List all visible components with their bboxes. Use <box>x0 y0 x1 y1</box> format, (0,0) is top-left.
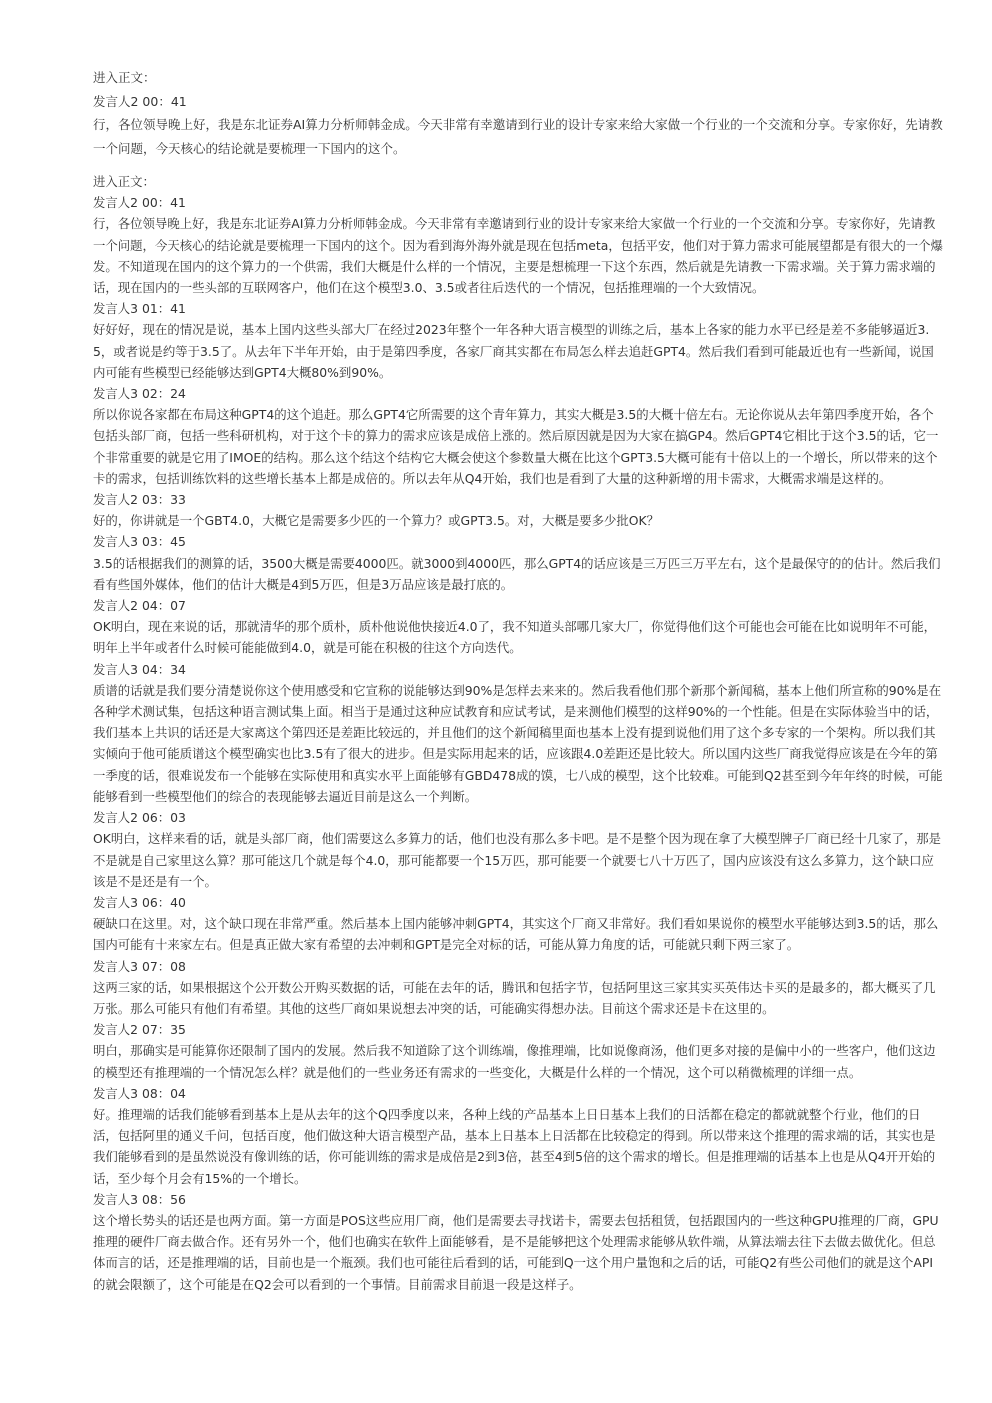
paragraph-text: 明白，那确实是可能算你还限制了国内的发展。然后我不知道除了这个训练端，像推理端，比如说像商汤，他们更多对接的是偏中小的一些客户，他们这边的模型还有推理端的一个情况怎么样？就是他们的一些业务还有需求的一些变化，大概是什么样的一个情况，这个可以稍微梳理的详细一点。 <box>93 1043 936 1080</box>
paragraph-text: 好。推理端的话我们能够看到基本上是从去年的这个Q四季度以来，各种上线的产品基本上日日基本上我们的日活都在稳定的都就就整个行业，他们的日活，包括阿里的通义千问，包括百度，他们做这种大语言模型产品，基本上日基本上日活都在比较稳定的得到。所以带来这个推理的需求端的话，其实也是我们能够看到的是虽然说没有像训练的话，你可能训练的需求是成倍是2到3倍，甚至4到5倍的这个需求的增长。但是推理端的话基本上也是从Q4开开始的话，至少每个月会有15%的一个增长。 <box>93 1106 936 1186</box>
speaker-heading: 发言人2 00：41 <box>93 195 186 211</box>
speaker-heading: 发言人3 02：24 <box>93 386 186 402</box>
paragraph-text: 所以你说各家都在布局这种GPT4的这个追赶。那么GPT4它所需要的这个青年算力，其实大概是3.5的大概十倍左右。无论你说从去年第四季度开始，各个包括头部厂商，包括一些科研机构，对于这个卡的算力的需求应该是成倍上涨的。然后原因就是因为大家在搞GP4。然后GPT4它相比于这个3.5的话，它一个非常重要的就是它用了IMOE的结构。那么这个结这个结构它大概会使这个参数量大概在比这个GPT3.5大概可能有十倍以上的一个增长，所以带来的这个卡的需求，包括训练饮料的这些增长基本上都是成倍的。所以去年从Q4开始，我们也是看到了大量的这种新增的用卡需求，大概需求端是这样的。 <box>93 407 939 486</box>
paragraph-text: OK明白，现在来说的话，那就清华的那个质朴，质朴他说他快接近4.0了，我不知道头部哪几家大厂，你觉得他们这个可能也会可能在比如说明年不可能，明年上半年或者什么时候可能能做到4.0，就是可能在积极的往这个方向迭代。 <box>93 619 936 656</box>
speaker-heading: 发言人3 04：34 <box>93 661 186 677</box>
speaker-heading: 发言人3 08：04 <box>93 1085 186 1101</box>
speaker-heading: 发言人3 03：45 <box>93 534 186 550</box>
speaker-heading: 发言人2 03：33 <box>93 492 186 508</box>
paragraph-text: 这个增长势头的话还是也两方面。第一方面是POS这些应用厂商，他们是需要去寻找诺卡，需要去包括租赁，包括跟国内的一些这种GPU推理的厂商，GPU推理的硬件厂商去做合作。还有另外一个，他们也确实在软件上面能够看，是不是能够把这个处理需求能够从软件端，从算法端去往下去做去做优化。但总体而言的话，还是推理端的话，目前也是一个瓶颈。我们也可能往后看到的话，可能到Q一这个用户量饱和之后的话，可能Q2有些公司他们的就是这个API的就会限额了，这个可能是在Q2会可以看到的一个事情。目前需求目前退一段是这样子。 <box>93 1212 939 1292</box>
paragraph-text: 3.5的话根据我们的测算的话，3500大概是需要4000匹。就3000到4000匹，那么GPT4的话应该是三万匹三万平左右，这个是最保守的的估计。然后我们看有些国外媒体，他们的估计大概是4到5万匹，但是3万品应该是最打底的。 <box>93 555 941 592</box>
speaker-heading: 发言人3 07：08 <box>93 958 186 974</box>
speaker-heading: 发言人3 08：56 <box>93 1191 186 1207</box>
speaker-heading: 发言人2 00：41 <box>93 93 187 109</box>
paragraph-text: 行，各位领导晚上好，我是东北证券AI算力分析师韩金成。今天非常有幸邀请到行业的设计专家来给大家做一个行业的一个交流和分享。专家你好，先请教一个问题，今天核心的结论就是要梳理一下国内的这个。 <box>93 117 943 156</box>
paragraph-text: 行，各位领导晚上好，我是东北证券AI算力分析师韩金成。今天非常有幸邀请到行业的设计专家来给大家做一个行业的一个交流和分享。专家你好，先请教一个问题，今天核心的结论就是要梳理一下国内的这个。因为看到海外海外就是现在包括meta，包括平安，他们对于算力需求可能展望都是有很大的一个爆发。不知道现在国内的这个算力的一个供需，我们大概是什么样的一个情况，主要是想梳理一下这个东西，然后就是先请教一下需求端。关于算力需求端的话，现在国内的一些头部的互联网客户，他们在这个模型3.0、3.5或者往后迭代的一个情况，包括推理端的一个大致情况。 <box>93 216 943 296</box>
speaker-heading: 发言人2 07：35 <box>93 1022 186 1038</box>
speaker-heading: 发言人3 01：41 <box>93 301 186 317</box>
paragraph-text: 硬缺口在这里。对，这个缺口现在非常严重。然后基本上国内能够冲刺GPT4，其实这个厂商又非常好。我们看如果说你的模型水平能够达到3.5的话，那么国内可能有十来家左右。但是真正做大家有希望的去冲刺和GPT是完全对标的话，可能从算力角度的话，可能就只剩下两三家了。 <box>93 916 939 953</box>
transcript-blocks <box>93 192 945 1295</box>
speaker-heading: 发言人3 06：40 <box>93 894 186 910</box>
paragraph-text: OK明白，这样来看的话，就是头部厂商，他们需要这么多算力的话，他们也没有那么多卡吧。是不是整个因为现在拿了大模型牌子厂商已经十几家了，那是不是就是自己家里这么算？那可能这几个就是每个4.0，那可能都要一个15万匹，那可能要一个就要七八十万匹了，国内应该没有这么多算力，这个缺口应该是不是还是有一个。 <box>93 831 942 889</box>
section-label: 进入正文： <box>93 174 155 189</box>
paragraph-text: 好的，你讲就是一个GBT4.0，大概它是需要多少匹的一个算力？或GPT3.5。对，大概是要多少批OK？ <box>93 513 660 529</box>
speaker-heading: 发言人2 06：03 <box>93 810 186 826</box>
section-label: 进入正文： <box>93 70 156 85</box>
paragraph-text: 好好好，现在的情况是说，基本上国内这些头部大厂在经过2023年整个一年各种大语言模型的训练之后，基本上各家的能力水平已经是差不多能够逼近3.5，或者说是约等于3.5了。从去年下半年开始，由于是第四季度，各家厂商其实都在布局怎么样去追赶GPT4。然后我们看到可能最近也有一些新闻，说国内可能有些模型已经能够达到GPT4大概80%到90%。 <box>93 322 934 380</box>
transcript-section <box>93 171 945 1295</box>
speaker-heading: 发言人2 04：07 <box>93 598 186 614</box>
paragraph-text: 质谱的话就是我们要分清楚说你这个使用感受和它宣称的说能够达到90%是怎样去来来的。然后我看他们那个新那个新闻稿，基本上他们所宣称的90%是在各种学术测试集，包括这种语言测试集上面。相当于是通过这种应试教育和应试考试，是来测他们模型的这样90%的一个性能。但是在实际体验当中的话，我们基本上共识的话还是大家离这个第四还是差距比较远的，并且他们的这个新闻稿里面也基本上没有提到说他们用了这个多专家的一个架构。所以我们其实倾向于他可能质谱这个模型确实也比3.5有了很大的进步。但是实际用起来的话，应该跟4.0差距还是比较大。所以国内这些厂商我觉得应该是在今年的第一季度的话，很难说发布一个能够在实际使用和真实水平上面能够有GBD478成的馍，七八成的模型，这个比较难。可能到Q2甚至到今年年终的时候，可能能够看到一些模型他们的综合的表现能够去逼近目前是这么一个判断。 <box>93 682 943 804</box>
document-page <box>93 66 945 1295</box>
intro-section <box>93 66 945 160</box>
paragraph-text: 这两三家的话，如果根据这个公开数公开购买数据的话，可能在去年的话，腾讯和包括字节，包括阿里这三家其实买英伟达卡买的是最多的，都大概买了几万张。那么可能只有他们有希望。其他的这些厂商如果说想去冲突的话，可能确实得想办法。目前这个需求还是卡在这里的。 <box>93 979 936 1016</box>
